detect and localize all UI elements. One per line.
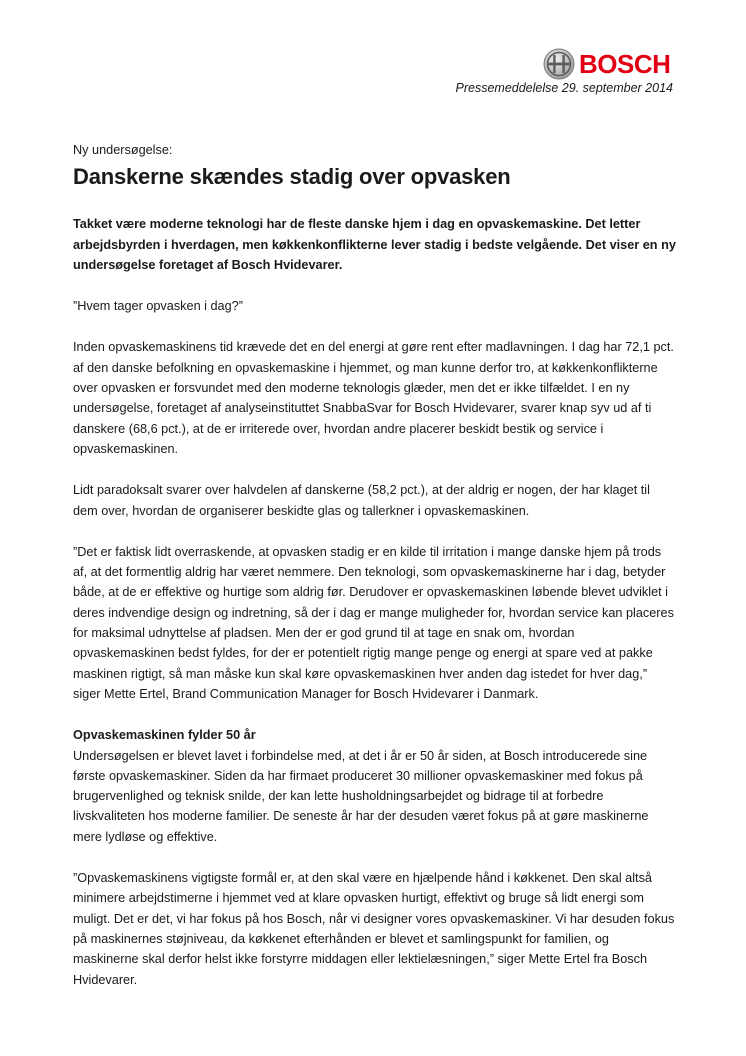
article-paragraph: Inden opvaskemaskinens tid krævede det en del energi at gøre rent efter madlavningen. I dag har 72,1 pct. af den danske befolkning en opvaskemaskine i hjemmet, og man kunne derfor tro, at køkkenkonflikterne over opvasken er forsvundet med den moderne teknologis glæder, men det er ikke tilfældet. I en ny undersøgelse, foretaget af analyseinstituttet SnabbaSvar for Bosch Hvidevarer, svarer knap syv ud af ti danskere (68,6 pct.), at de er irriterede over, hvordan andre placerer beskidt bestik og service i opvaskemaskinen. [73,340,674,456]
section-paragraph: ”Opvaskemaskinens vigtigste formål er, at den skal være en hjælpende hånd i køkkenet. Den skal altså minimere arbejdstimerne i hjemmet ved at klare opvasken hurtigt, effektivt og bruge så lidt energi som muligt. Det er det, vi har fokus på hos Bosch, når vi designer vores opvaskemaskiner. Vi har desuden fokus på maskinernes støjniveau, da køkkenet efterhånden er blevet et samlingspunkt for familien, og maskinerne skal derfor helst ikke forstyrre middagen eller lektielæsningen,” siger Mette Ertel fra Bosch Hvidevarer. [73,871,675,987]
section-paragraph: Undersøgelsen er blevet lavet i forbindelse med, at det i år er 50 år siden, at Bosch introducerede sine første opvaskemaskiner. Siden da har firmaet produceret 30 millioner opvaskemaskiner med fokus på brugervenlighed og teknisk snilde, der kan lette husholdningsarbejdet og bidrage til at forbedre livskvaliteten hos moderne familier. De seneste år har der desuden været fokus på at gøre maskinerne mere lydløse og effektive. [73,748,649,844]
bosch-wordmark: BOSCH [579,49,671,79]
article-paragraph: ”Det er faktisk lidt overraskende, at opvasken stadig er en kilde til irritation i mange danske hjem på trods af, at det formentlig aldrig har været nemmere. Den teknologi, som opvaskemaskinerne har i dag, betyder både, at de er effektive og hurtige som aldrig før. Derudover er opvaskemaskinen løbende blevet udviklet i deres indvendige design og indretning, så der i dag er mange muligheder for, hvordan service kan placeres for maksimal udnyttelse af pladsen. Men der er god grund til at tage en snak om, hvordan opvaskemaskinen bedst fyldes, for der er potentielt rigtig mange penge og energi at spare ved at pakke maskinen rigtigt, så man måske kun skal køre opvaskemaskinen hver anden dag istedet for hver dag,” siger Mette Ertel, Brand Communication Manager for Bosch Hvidevarer i Danmark. [73,544,674,701]
article-kicker: Ny undersøgelse: [73,143,173,157]
article-paragraph: Lidt paradoksalt svarer over halvdelen af danskerne (58,2 pct.), at der aldrig er nogen, der har klaget til dem over, hvordan de organiserer beskidte glas og tallerkner i opvaskemaskinen. [73,483,650,518]
article-body [73,140,677,990]
bosch-armature-icon [543,48,575,80]
press-release-date: Pressemeddelelse 29. september 2014 [455,81,673,95]
section-heading: Opvaskemaskinen fylder 50 år [73,728,256,743]
article-lead: Takket være moderne teknologi har de fleste danske hjem i dag en opvaskemaskine. Det letter arbejdsbyrden i hverdagen, men køkkenkonflikterne lever stadig i bedste velgående. Det viser en ny undersøgelse foretaget af Bosch Hvidevarer. [73,217,676,272]
article-paragraph: ”Hvem tager opvasken i dag?” [73,299,243,314]
article-title: Danskerne skændes stadig over opvasken [73,164,511,190]
bosch-logo [543,47,670,81]
